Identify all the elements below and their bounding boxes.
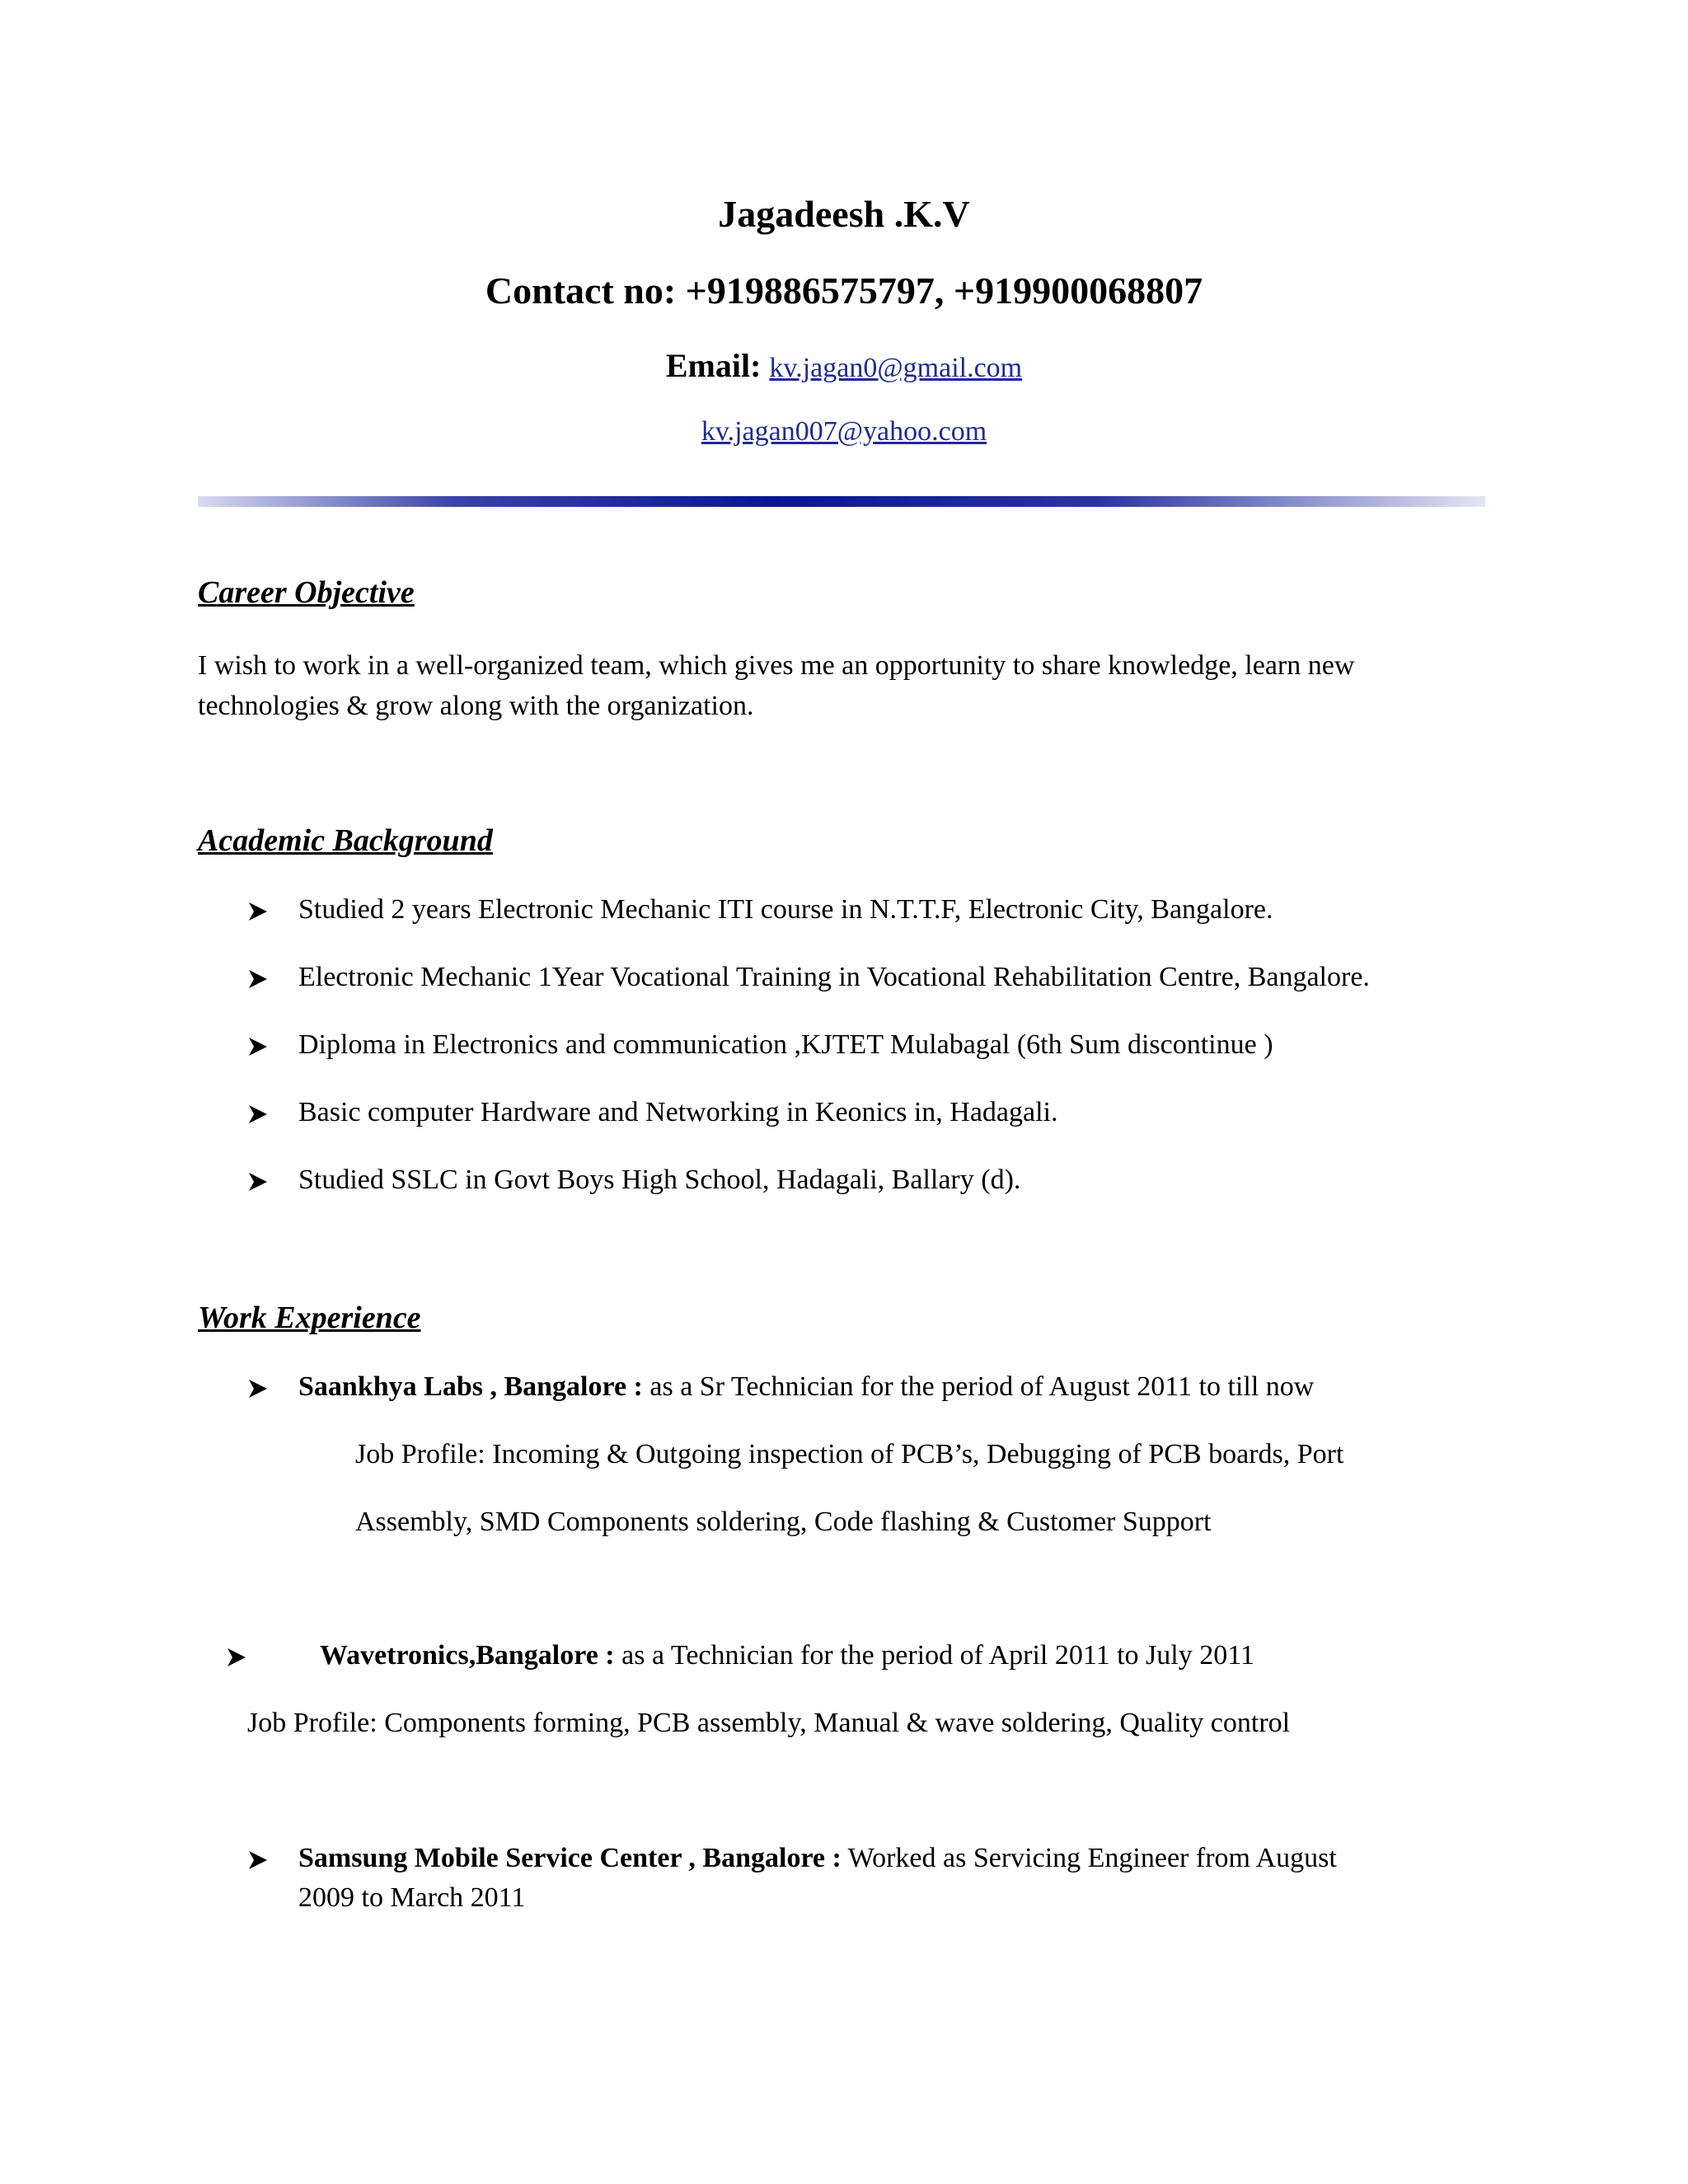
academic-background-heading: Academic Background <box>198 823 493 858</box>
career-objective-heading: Career Objective <box>198 575 415 610</box>
list-item: Studied 2 years Electronic Mechanic ITI course in N.T.T.F, Electronic City, Bangalore. <box>298 894 1273 925</box>
job-title-line <box>298 1843 1337 1874</box>
arrow-bullet-icon <box>247 901 269 922</box>
company-name: Wavetronics,Bangalore : <box>320 1640 615 1671</box>
job-title-line <box>320 1640 1254 1671</box>
list-item: Basic computer Hardware and Networking in Keonics in, Hadagali. <box>298 1097 1058 1127</box>
list-item: Diploma in Electronics and communication ,KJTET Mulabagal (6th Sum discontinue ) <box>298 1029 1273 1060</box>
email-line-2 <box>0 416 1688 448</box>
job-role: as a Sr Technician for the period of August 2011 to till now <box>642 1371 1315 1402</box>
job-title-line <box>298 1371 1314 1403</box>
arrow-bullet-icon <box>247 1171 269 1193</box>
company-name: Samsung Mobile Service Center , Bangalore : <box>298 1843 842 1873</box>
company-name: Saankhya Labs , Bangalore : <box>298 1371 643 1402</box>
work-experience-heading: Work Experience <box>198 1301 421 1335</box>
arrow-bullet-icon <box>247 1378 269 1399</box>
arrow-bullet-icon <box>247 1036 269 1057</box>
job-profile-line-1: Job Profile: Components forming, PCB assembly, Manual & wave soldering, Quality control <box>247 1708 1291 1738</box>
list-item: Studied SSLC in Govt Boys High School, Hadagali, Ballary (d). <box>298 1165 1021 1195</box>
email-link-gmail[interactable]: kv.jagan0@gmail.com <box>769 353 1023 383</box>
header-divider <box>198 496 1485 507</box>
arrow-bullet-icon <box>226 1647 247 1668</box>
career-objective-text <box>198 645 1517 726</box>
job-role: Worked as Servicing Engineer from August <box>841 1843 1337 1873</box>
job-role: as a Technician for the period of April 2011 to July 2011 <box>614 1640 1254 1671</box>
job-profile-line-1: Job Profile: Incoming & Outgoing inspection of PCB’s, Debugging of PCB boards, Port <box>355 1439 1344 1469</box>
career-objective-line-1: I wish to work in a well-organized team, which gives me an opportunity to share knowledge, learn new <box>198 650 1355 681</box>
email-link-yahoo[interactable]: kv.jagan007@yahoo.com <box>701 416 987 447</box>
job-profile-line-2: Assembly, SMD Components soldering, Code flashing & Customer Support <box>355 1507 1212 1537</box>
career-objective-line-2: technologies & grow along with the organization. <box>198 691 754 721</box>
list-item: Electronic Mechanic 1Year Vocational Training in Vocational Rehabilitation Centre, Bangalore. <box>298 962 1370 992</box>
email-line <box>0 346 1688 385</box>
email-label: Email: <box>665 347 762 384</box>
contact-numbers: Contact no: +919886575797, +919900068807 <box>485 269 1203 312</box>
job-role-continued: 2009 to March 2011 <box>298 1882 526 1913</box>
candidate-name: Jagadeesh .K.V <box>718 193 970 235</box>
arrow-bullet-icon <box>247 1104 269 1125</box>
arrow-bullet-icon <box>247 1849 269 1871</box>
arrow-bullet-icon <box>247 968 269 990</box>
